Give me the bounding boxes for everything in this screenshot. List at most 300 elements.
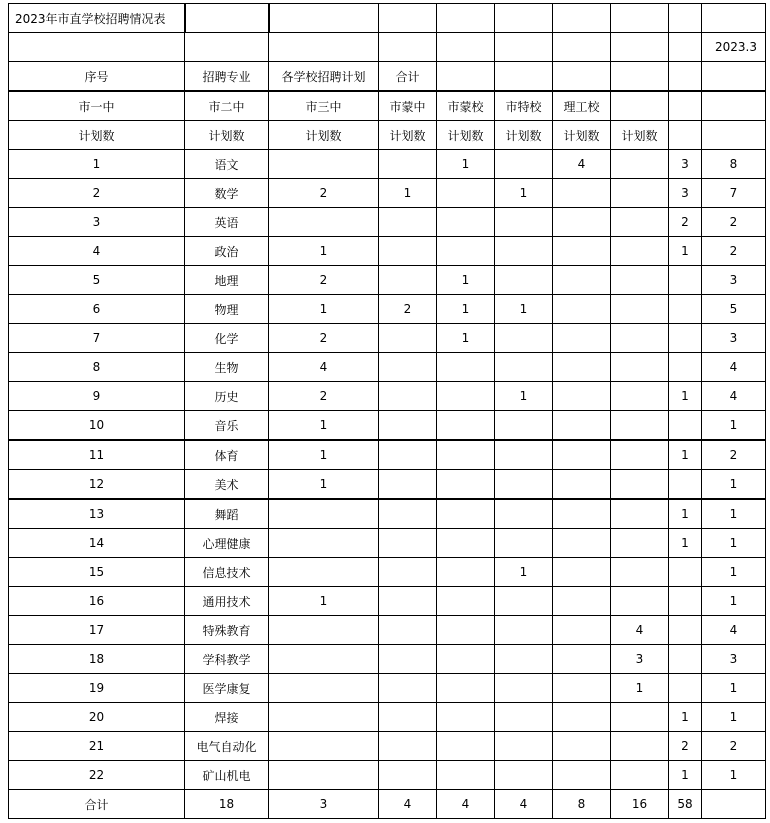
header-row-2 bbox=[9, 91, 766, 121]
table-row bbox=[9, 382, 766, 411]
empty-cell bbox=[611, 33, 669, 62]
row-number: 7 bbox=[9, 324, 185, 353]
value-cell bbox=[437, 674, 495, 703]
header-cell: 计划数 bbox=[185, 121, 269, 150]
value-cell bbox=[379, 440, 437, 470]
header-cell: 计划数 bbox=[9, 121, 185, 150]
table-row bbox=[9, 295, 766, 324]
value-cell bbox=[379, 208, 437, 237]
value-cell bbox=[437, 616, 495, 645]
value-cell: 1 bbox=[702, 703, 766, 732]
empty-cell bbox=[269, 33, 379, 62]
value-cell bbox=[553, 237, 611, 266]
empty-cell bbox=[379, 33, 437, 62]
value-cell bbox=[611, 382, 669, 411]
empty-cell bbox=[553, 33, 611, 62]
table-row bbox=[9, 440, 766, 470]
value-cell bbox=[611, 411, 669, 441]
value-cell: 3 bbox=[702, 645, 766, 674]
value-cell: 2 bbox=[702, 440, 766, 470]
empty-cell bbox=[611, 91, 669, 121]
subject-cell: 学科教学 bbox=[185, 645, 269, 674]
table-row bbox=[9, 179, 766, 208]
value-cell bbox=[495, 703, 553, 732]
header-cell: 计划数 bbox=[269, 121, 379, 150]
value-cell bbox=[553, 499, 611, 529]
row-number: 9 bbox=[9, 382, 185, 411]
row-number: 5 bbox=[9, 266, 185, 295]
row-number: 18 bbox=[9, 645, 185, 674]
value-cell bbox=[269, 674, 379, 703]
value-cell bbox=[611, 470, 669, 500]
value-cell: 3 bbox=[702, 266, 766, 295]
row-number: 11 bbox=[9, 440, 185, 470]
empty-cell bbox=[669, 121, 702, 150]
header-cell: 计划数 bbox=[379, 121, 437, 150]
subject-cell: 音乐 bbox=[185, 411, 269, 441]
header-cell: 理工校 bbox=[553, 91, 611, 121]
empty-cell bbox=[437, 4, 495, 33]
value-cell bbox=[437, 237, 495, 266]
value-cell bbox=[611, 440, 669, 470]
value-cell: 1 bbox=[437, 266, 495, 295]
date-row bbox=[9, 33, 766, 62]
subject-cell: 通用技术 bbox=[185, 587, 269, 616]
value-cell: 1 bbox=[495, 382, 553, 411]
value-cell: 2 bbox=[669, 732, 702, 761]
table-row bbox=[9, 587, 766, 616]
table-row bbox=[9, 703, 766, 732]
value-cell bbox=[553, 179, 611, 208]
value-cell: 1 bbox=[669, 382, 702, 411]
header-cell: 计划数 bbox=[437, 121, 495, 150]
value-cell: 2 bbox=[702, 208, 766, 237]
empty-cell bbox=[669, 91, 702, 121]
row-number: 4 bbox=[9, 237, 185, 266]
value-cell bbox=[269, 616, 379, 645]
table-row bbox=[9, 150, 766, 179]
value-cell: 1 bbox=[702, 470, 766, 500]
value-cell bbox=[553, 645, 611, 674]
subject-cell: 美术 bbox=[185, 470, 269, 500]
value-cell: 2 bbox=[702, 732, 766, 761]
table-row bbox=[9, 645, 766, 674]
row-number: 19 bbox=[9, 674, 185, 703]
value-cell: 1 bbox=[269, 587, 379, 616]
value-cell bbox=[269, 208, 379, 237]
value-cell: 1 bbox=[269, 237, 379, 266]
empty-cell bbox=[437, 33, 495, 62]
value-cell: 1 bbox=[495, 558, 553, 587]
empty-cell bbox=[185, 33, 269, 62]
total-cell: 3 bbox=[269, 790, 379, 819]
value-cell bbox=[437, 353, 495, 382]
total-cell: 18 bbox=[185, 790, 269, 819]
total-cell: 58 bbox=[669, 790, 702, 819]
value-cell bbox=[437, 761, 495, 790]
table-row bbox=[9, 558, 766, 587]
value-cell bbox=[495, 645, 553, 674]
empty-cell bbox=[669, 33, 702, 62]
total-cell: 8 bbox=[553, 790, 611, 819]
value-cell: 1 bbox=[669, 440, 702, 470]
value-cell bbox=[553, 324, 611, 353]
value-cell bbox=[553, 353, 611, 382]
table-body bbox=[9, 4, 766, 819]
subject-cell: 政治 bbox=[185, 237, 269, 266]
empty-cell bbox=[702, 121, 766, 150]
table-row bbox=[9, 499, 766, 529]
recruitment-table bbox=[8, 3, 766, 819]
value-cell bbox=[669, 674, 702, 703]
value-cell: 1 bbox=[495, 295, 553, 324]
subject-cell: 地理 bbox=[185, 266, 269, 295]
value-cell bbox=[611, 179, 669, 208]
table-row bbox=[9, 324, 766, 353]
value-cell bbox=[379, 703, 437, 732]
empty-cell bbox=[611, 4, 669, 33]
value-cell: 2 bbox=[379, 295, 437, 324]
subject-cell: 体育 bbox=[185, 440, 269, 470]
value-cell: 1 bbox=[702, 587, 766, 616]
header-cell: 市蒙校 bbox=[437, 91, 495, 121]
value-cell bbox=[495, 587, 553, 616]
value-cell bbox=[379, 645, 437, 674]
value-cell: 4 bbox=[611, 616, 669, 645]
subject-cell: 历史 bbox=[185, 382, 269, 411]
value-cell: 4 bbox=[702, 616, 766, 645]
value-cell bbox=[611, 587, 669, 616]
value-cell bbox=[495, 499, 553, 529]
value-cell: 1 bbox=[269, 411, 379, 441]
value-cell bbox=[269, 645, 379, 674]
value-cell bbox=[611, 558, 669, 587]
value-cell bbox=[495, 150, 553, 179]
value-cell bbox=[611, 150, 669, 179]
value-cell bbox=[379, 411, 437, 441]
header-row-1 bbox=[9, 62, 766, 92]
value-cell: 1 bbox=[702, 529, 766, 558]
value-cell: 1 bbox=[437, 150, 495, 179]
value-cell bbox=[553, 558, 611, 587]
row-number: 20 bbox=[9, 703, 185, 732]
value-cell bbox=[379, 674, 437, 703]
table-row bbox=[9, 529, 766, 558]
value-cell: 3 bbox=[669, 150, 702, 179]
header-cell: 计划数 bbox=[495, 121, 553, 150]
empty-cell bbox=[702, 4, 766, 33]
empty-cell bbox=[185, 4, 269, 33]
value-cell: 8 bbox=[702, 150, 766, 179]
table-row bbox=[9, 411, 766, 441]
empty-cell bbox=[669, 62, 702, 92]
value-cell bbox=[379, 382, 437, 411]
subject-cell: 焊接 bbox=[185, 703, 269, 732]
row-number: 8 bbox=[9, 353, 185, 382]
value-cell bbox=[553, 587, 611, 616]
value-cell: 4 bbox=[702, 382, 766, 411]
row-number: 12 bbox=[9, 470, 185, 500]
value-cell bbox=[669, 353, 702, 382]
table-row bbox=[9, 732, 766, 761]
subject-cell: 特殊教育 bbox=[185, 616, 269, 645]
header-cell: 市一中 bbox=[9, 91, 185, 121]
value-cell: 1 bbox=[702, 674, 766, 703]
value-cell bbox=[437, 499, 495, 529]
value-cell bbox=[437, 382, 495, 411]
row-number: 2 bbox=[9, 179, 185, 208]
value-cell bbox=[495, 761, 553, 790]
row-number: 3 bbox=[9, 208, 185, 237]
value-cell bbox=[269, 732, 379, 761]
value-cell bbox=[269, 703, 379, 732]
value-cell: 2 bbox=[702, 237, 766, 266]
value-cell bbox=[611, 353, 669, 382]
header-cell: 市三中 bbox=[269, 91, 379, 121]
value-cell bbox=[379, 353, 437, 382]
value-cell bbox=[437, 732, 495, 761]
value-cell bbox=[611, 266, 669, 295]
header-cell: 市二中 bbox=[185, 91, 269, 121]
header-cell: 市特校 bbox=[495, 91, 553, 121]
value-cell: 1 bbox=[379, 179, 437, 208]
header-cell: 序号 bbox=[9, 62, 185, 92]
table-row bbox=[9, 353, 766, 382]
value-cell: 1 bbox=[437, 324, 495, 353]
value-cell bbox=[553, 616, 611, 645]
header-cell: 合计 bbox=[379, 62, 437, 92]
value-cell: 2 bbox=[269, 179, 379, 208]
table-row bbox=[9, 674, 766, 703]
total-cell bbox=[702, 790, 766, 819]
table-title: 2023年市直学校招聘情况表 bbox=[9, 4, 185, 33]
value-cell bbox=[269, 558, 379, 587]
value-cell bbox=[495, 208, 553, 237]
table-date: 2023.3 bbox=[702, 33, 766, 62]
subject-cell: 矿山机电 bbox=[185, 761, 269, 790]
value-cell bbox=[379, 324, 437, 353]
header-row-3 bbox=[9, 121, 766, 150]
value-cell: 1 bbox=[702, 558, 766, 587]
value-cell bbox=[437, 703, 495, 732]
value-cell bbox=[611, 208, 669, 237]
value-cell: 2 bbox=[269, 266, 379, 295]
value-cell: 2 bbox=[669, 208, 702, 237]
value-cell bbox=[379, 266, 437, 295]
value-cell bbox=[379, 616, 437, 645]
value-cell bbox=[553, 529, 611, 558]
value-cell: 4 bbox=[702, 353, 766, 382]
value-cell: 1 bbox=[437, 295, 495, 324]
value-cell: 7 bbox=[702, 179, 766, 208]
value-cell bbox=[553, 382, 611, 411]
value-cell bbox=[553, 208, 611, 237]
value-cell bbox=[437, 208, 495, 237]
value-cell bbox=[379, 470, 437, 500]
value-cell bbox=[669, 587, 702, 616]
header-cell: 招聘专业 bbox=[185, 62, 269, 92]
subject-cell: 语文 bbox=[185, 150, 269, 179]
value-cell bbox=[379, 761, 437, 790]
table-row bbox=[9, 208, 766, 237]
value-cell bbox=[553, 295, 611, 324]
value-cell bbox=[437, 645, 495, 674]
value-cell bbox=[669, 616, 702, 645]
total-label: 合计 bbox=[9, 790, 185, 819]
empty-cell bbox=[702, 91, 766, 121]
subject-cell: 物理 bbox=[185, 295, 269, 324]
value-cell bbox=[495, 237, 553, 266]
value-cell bbox=[495, 324, 553, 353]
empty-cell bbox=[553, 4, 611, 33]
value-cell bbox=[495, 470, 553, 500]
value-cell bbox=[495, 674, 553, 703]
header-cell: 各学校招聘计划 bbox=[269, 62, 379, 92]
value-cell: 5 bbox=[702, 295, 766, 324]
value-cell bbox=[669, 645, 702, 674]
subject-cell: 舞蹈 bbox=[185, 499, 269, 529]
header-cell: 计划数 bbox=[611, 121, 669, 150]
subject-cell: 生物 bbox=[185, 353, 269, 382]
row-number: 15 bbox=[9, 558, 185, 587]
value-cell: 3 bbox=[702, 324, 766, 353]
table-row bbox=[9, 266, 766, 295]
value-cell: 1 bbox=[269, 295, 379, 324]
value-cell bbox=[553, 761, 611, 790]
value-cell: 1 bbox=[669, 237, 702, 266]
empty-cell bbox=[553, 62, 611, 92]
value-cell: 1 bbox=[611, 674, 669, 703]
value-cell bbox=[495, 616, 553, 645]
value-cell bbox=[437, 440, 495, 470]
value-cell bbox=[437, 411, 495, 441]
value-cell: 1 bbox=[669, 529, 702, 558]
title-row bbox=[9, 4, 766, 33]
table-row bbox=[9, 470, 766, 500]
empty-cell bbox=[495, 4, 553, 33]
value-cell: 3 bbox=[611, 645, 669, 674]
header-cell: 市蒙中 bbox=[379, 91, 437, 121]
value-cell bbox=[553, 440, 611, 470]
value-cell bbox=[669, 411, 702, 441]
value-cell: 4 bbox=[269, 353, 379, 382]
value-cell bbox=[611, 237, 669, 266]
total-cell: 4 bbox=[379, 790, 437, 819]
value-cell: 1 bbox=[669, 703, 702, 732]
value-cell bbox=[495, 353, 553, 382]
value-cell bbox=[611, 761, 669, 790]
empty-cell bbox=[495, 33, 553, 62]
value-cell: 4 bbox=[553, 150, 611, 179]
value-cell bbox=[553, 674, 611, 703]
subject-cell: 心理健康 bbox=[185, 529, 269, 558]
value-cell bbox=[495, 440, 553, 470]
table-row bbox=[9, 237, 766, 266]
table-row bbox=[9, 616, 766, 645]
row-number: 16 bbox=[9, 587, 185, 616]
value-cell: 2 bbox=[269, 324, 379, 353]
value-cell bbox=[269, 150, 379, 179]
value-cell bbox=[437, 558, 495, 587]
value-cell: 1 bbox=[669, 761, 702, 790]
value-cell bbox=[269, 499, 379, 529]
value-cell: 1 bbox=[495, 179, 553, 208]
empty-cell bbox=[702, 62, 766, 92]
value-cell bbox=[495, 529, 553, 558]
value-cell bbox=[553, 266, 611, 295]
total-cell: 4 bbox=[495, 790, 553, 819]
value-cell bbox=[379, 237, 437, 266]
value-cell bbox=[669, 324, 702, 353]
subject-cell: 化学 bbox=[185, 324, 269, 353]
empty-cell bbox=[669, 4, 702, 33]
header-cell: 计划数 bbox=[553, 121, 611, 150]
value-cell: 1 bbox=[702, 411, 766, 441]
empty-cell bbox=[379, 4, 437, 33]
value-cell bbox=[611, 529, 669, 558]
value-cell: 1 bbox=[669, 499, 702, 529]
table-row bbox=[9, 761, 766, 790]
subject-cell: 医学康复 bbox=[185, 674, 269, 703]
value-cell bbox=[495, 732, 553, 761]
value-cell bbox=[379, 732, 437, 761]
value-cell bbox=[553, 732, 611, 761]
value-cell bbox=[553, 703, 611, 732]
value-cell bbox=[379, 558, 437, 587]
subject-cell: 英语 bbox=[185, 208, 269, 237]
row-number: 22 bbox=[9, 761, 185, 790]
value-cell bbox=[669, 470, 702, 500]
empty-cell bbox=[495, 62, 553, 92]
value-cell bbox=[379, 150, 437, 179]
value-cell bbox=[379, 499, 437, 529]
value-cell bbox=[611, 324, 669, 353]
value-cell bbox=[437, 470, 495, 500]
empty-cell bbox=[437, 62, 495, 92]
value-cell: 2 bbox=[269, 382, 379, 411]
value-cell bbox=[269, 529, 379, 558]
value-cell bbox=[269, 761, 379, 790]
total-row bbox=[9, 790, 766, 819]
value-cell bbox=[495, 266, 553, 295]
value-cell bbox=[669, 558, 702, 587]
empty-cell bbox=[611, 62, 669, 92]
value-cell: 1 bbox=[269, 470, 379, 500]
subject-cell: 信息技术 bbox=[185, 558, 269, 587]
value-cell bbox=[611, 732, 669, 761]
value-cell bbox=[379, 529, 437, 558]
subject-cell: 电气自动化 bbox=[185, 732, 269, 761]
value-cell bbox=[437, 529, 495, 558]
value-cell bbox=[611, 499, 669, 529]
value-cell bbox=[437, 179, 495, 208]
empty-cell bbox=[269, 4, 379, 33]
value-cell bbox=[669, 295, 702, 324]
total-cell: 4 bbox=[437, 790, 495, 819]
row-number: 1 bbox=[9, 150, 185, 179]
subject-cell: 数学 bbox=[185, 179, 269, 208]
total-cell: 16 bbox=[611, 790, 669, 819]
row-number: 21 bbox=[9, 732, 185, 761]
value-cell: 3 bbox=[669, 179, 702, 208]
empty-cell bbox=[9, 33, 185, 62]
row-number: 6 bbox=[9, 295, 185, 324]
value-cell bbox=[611, 703, 669, 732]
value-cell bbox=[379, 587, 437, 616]
value-cell bbox=[553, 470, 611, 500]
value-cell: 1 bbox=[269, 440, 379, 470]
row-number: 13 bbox=[9, 499, 185, 529]
